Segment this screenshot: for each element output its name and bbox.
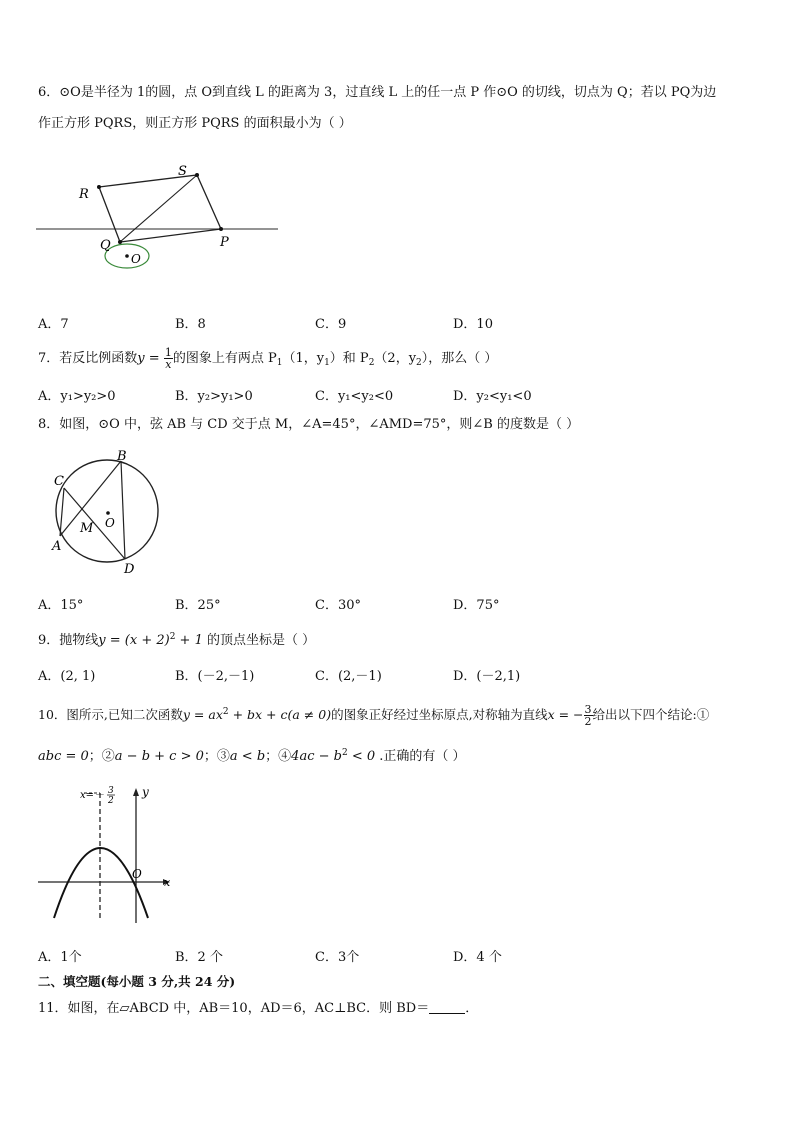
label-S: S: [178, 164, 187, 179]
chord-AC: [60, 488, 64, 536]
q11-text: 11．如图，在▱ABCD 中，AB＝10，AD＝6，AC⊥BC．则 BD＝ ．: [38, 1001, 479, 1016]
q8-option-d: D．75°: [453, 598, 500, 613]
q8-option-b: B．25°: [175, 598, 221, 613]
q8-option-c: C．30°: [315, 598, 361, 613]
q7-option-d: D．y₂<y₁<0: [453, 389, 532, 404]
q7-option-a: A．y₁>y₂>0: [38, 389, 116, 404]
q9-option-d: D．(－2,1): [453, 669, 521, 684]
label-R: R: [79, 187, 89, 202]
label-C: C: [54, 474, 64, 489]
label-axis-eq: x=－: [80, 790, 105, 801]
section-heading: 二、填空题(每小题 3 分,共 24 分): [38, 974, 236, 989]
q6-text-line2: 作正方形 PQRS，则正方形 PQRS 的面积最小为（ ）: [38, 116, 352, 131]
q8-option-a: A．15°: [38, 598, 84, 613]
circle-O: [56, 460, 158, 562]
q10-option-b: B．2 个: [175, 950, 223, 965]
label-y: y: [142, 785, 149, 799]
label-Q: Q: [100, 238, 111, 253]
label-A: A: [52, 539, 62, 554]
chord-BD: [121, 461, 125, 559]
label-axis-den: 2: [108, 796, 114, 806]
q8-figure: [44, 446, 174, 581]
q6-option-b: B．8: [175, 317, 206, 332]
q7-option-b: B．y₂>y₁>0: [175, 389, 253, 404]
label-B: B: [117, 449, 127, 464]
label-O: O: [105, 516, 115, 530]
q10-text-line1: 10．图所示,已知二次函数$y = ax^2$ + bx + c(a ≠ 0)的图象正好经过坐标原点,对称轴为直线x = − $\frac{3}{2}$ 给出以下四个结论:①: [38, 703, 710, 728]
q10-option-c: C．3个: [315, 950, 360, 965]
q6-figure: [36, 158, 286, 273]
q9-option-c: C．(2,－1): [315, 669, 382, 684]
q10-figure: [36, 778, 186, 928]
label-P: P: [220, 235, 229, 250]
q6-option-c: C．9: [315, 317, 347, 332]
label-O: O: [132, 867, 142, 881]
q6-option-d: D．10: [453, 317, 493, 332]
q6-text-line1: 6．⊙O是半径为 1的圆，点 O到直线 L 的距离为 3，过直线 L 上的任一点 P 作⊙O 的切线，切点为 Q；若以 PQ为边: [38, 85, 717, 100]
label-axis-num: 3: [108, 786, 114, 796]
q7-option-c: C．y₁<y₂<0: [315, 389, 394, 404]
q10-option-d: D．4 个: [453, 950, 502, 965]
parabola: [54, 848, 148, 918]
label-M: M: [80, 521, 94, 536]
answer-blank: [429, 1001, 465, 1014]
q10-text-line2: abc = 0；②a − b + c > 0；③a < b；④4ac − $b^2 < 0$ .正确的有（ ）: [38, 748, 466, 764]
q9-option-a: A．(2, 1): [38, 669, 96, 684]
label-D: D: [124, 562, 135, 577]
q9-text: 9．抛物线$y = (x + 2)^2 + 1$ 的顶点坐标是（ ）: [38, 632, 316, 648]
square-PQRS: [99, 175, 221, 242]
diagonal-QS: [120, 175, 197, 242]
label-O: O: [131, 252, 141, 266]
q7-text: 7．若反比例函数y = $\frac{1}{x}$ 的图象上有两点 $P_1(1$，$y_1$）和 $P_2(2$，$y_2$），那么（ ）: [38, 346, 498, 371]
q10-option-a: A．1个: [38, 950, 82, 965]
q8-text: 8．如图，⊙O 中，弦 AB 与 CD 交于点 M，∠A=45°，∠AMD=75°，则∠B 的度数是（ ）: [38, 417, 580, 432]
q6-option-a: A．7: [38, 317, 69, 332]
label-x: x: [164, 876, 171, 889]
q9-option-b: B．(－2,－1): [175, 669, 255, 684]
